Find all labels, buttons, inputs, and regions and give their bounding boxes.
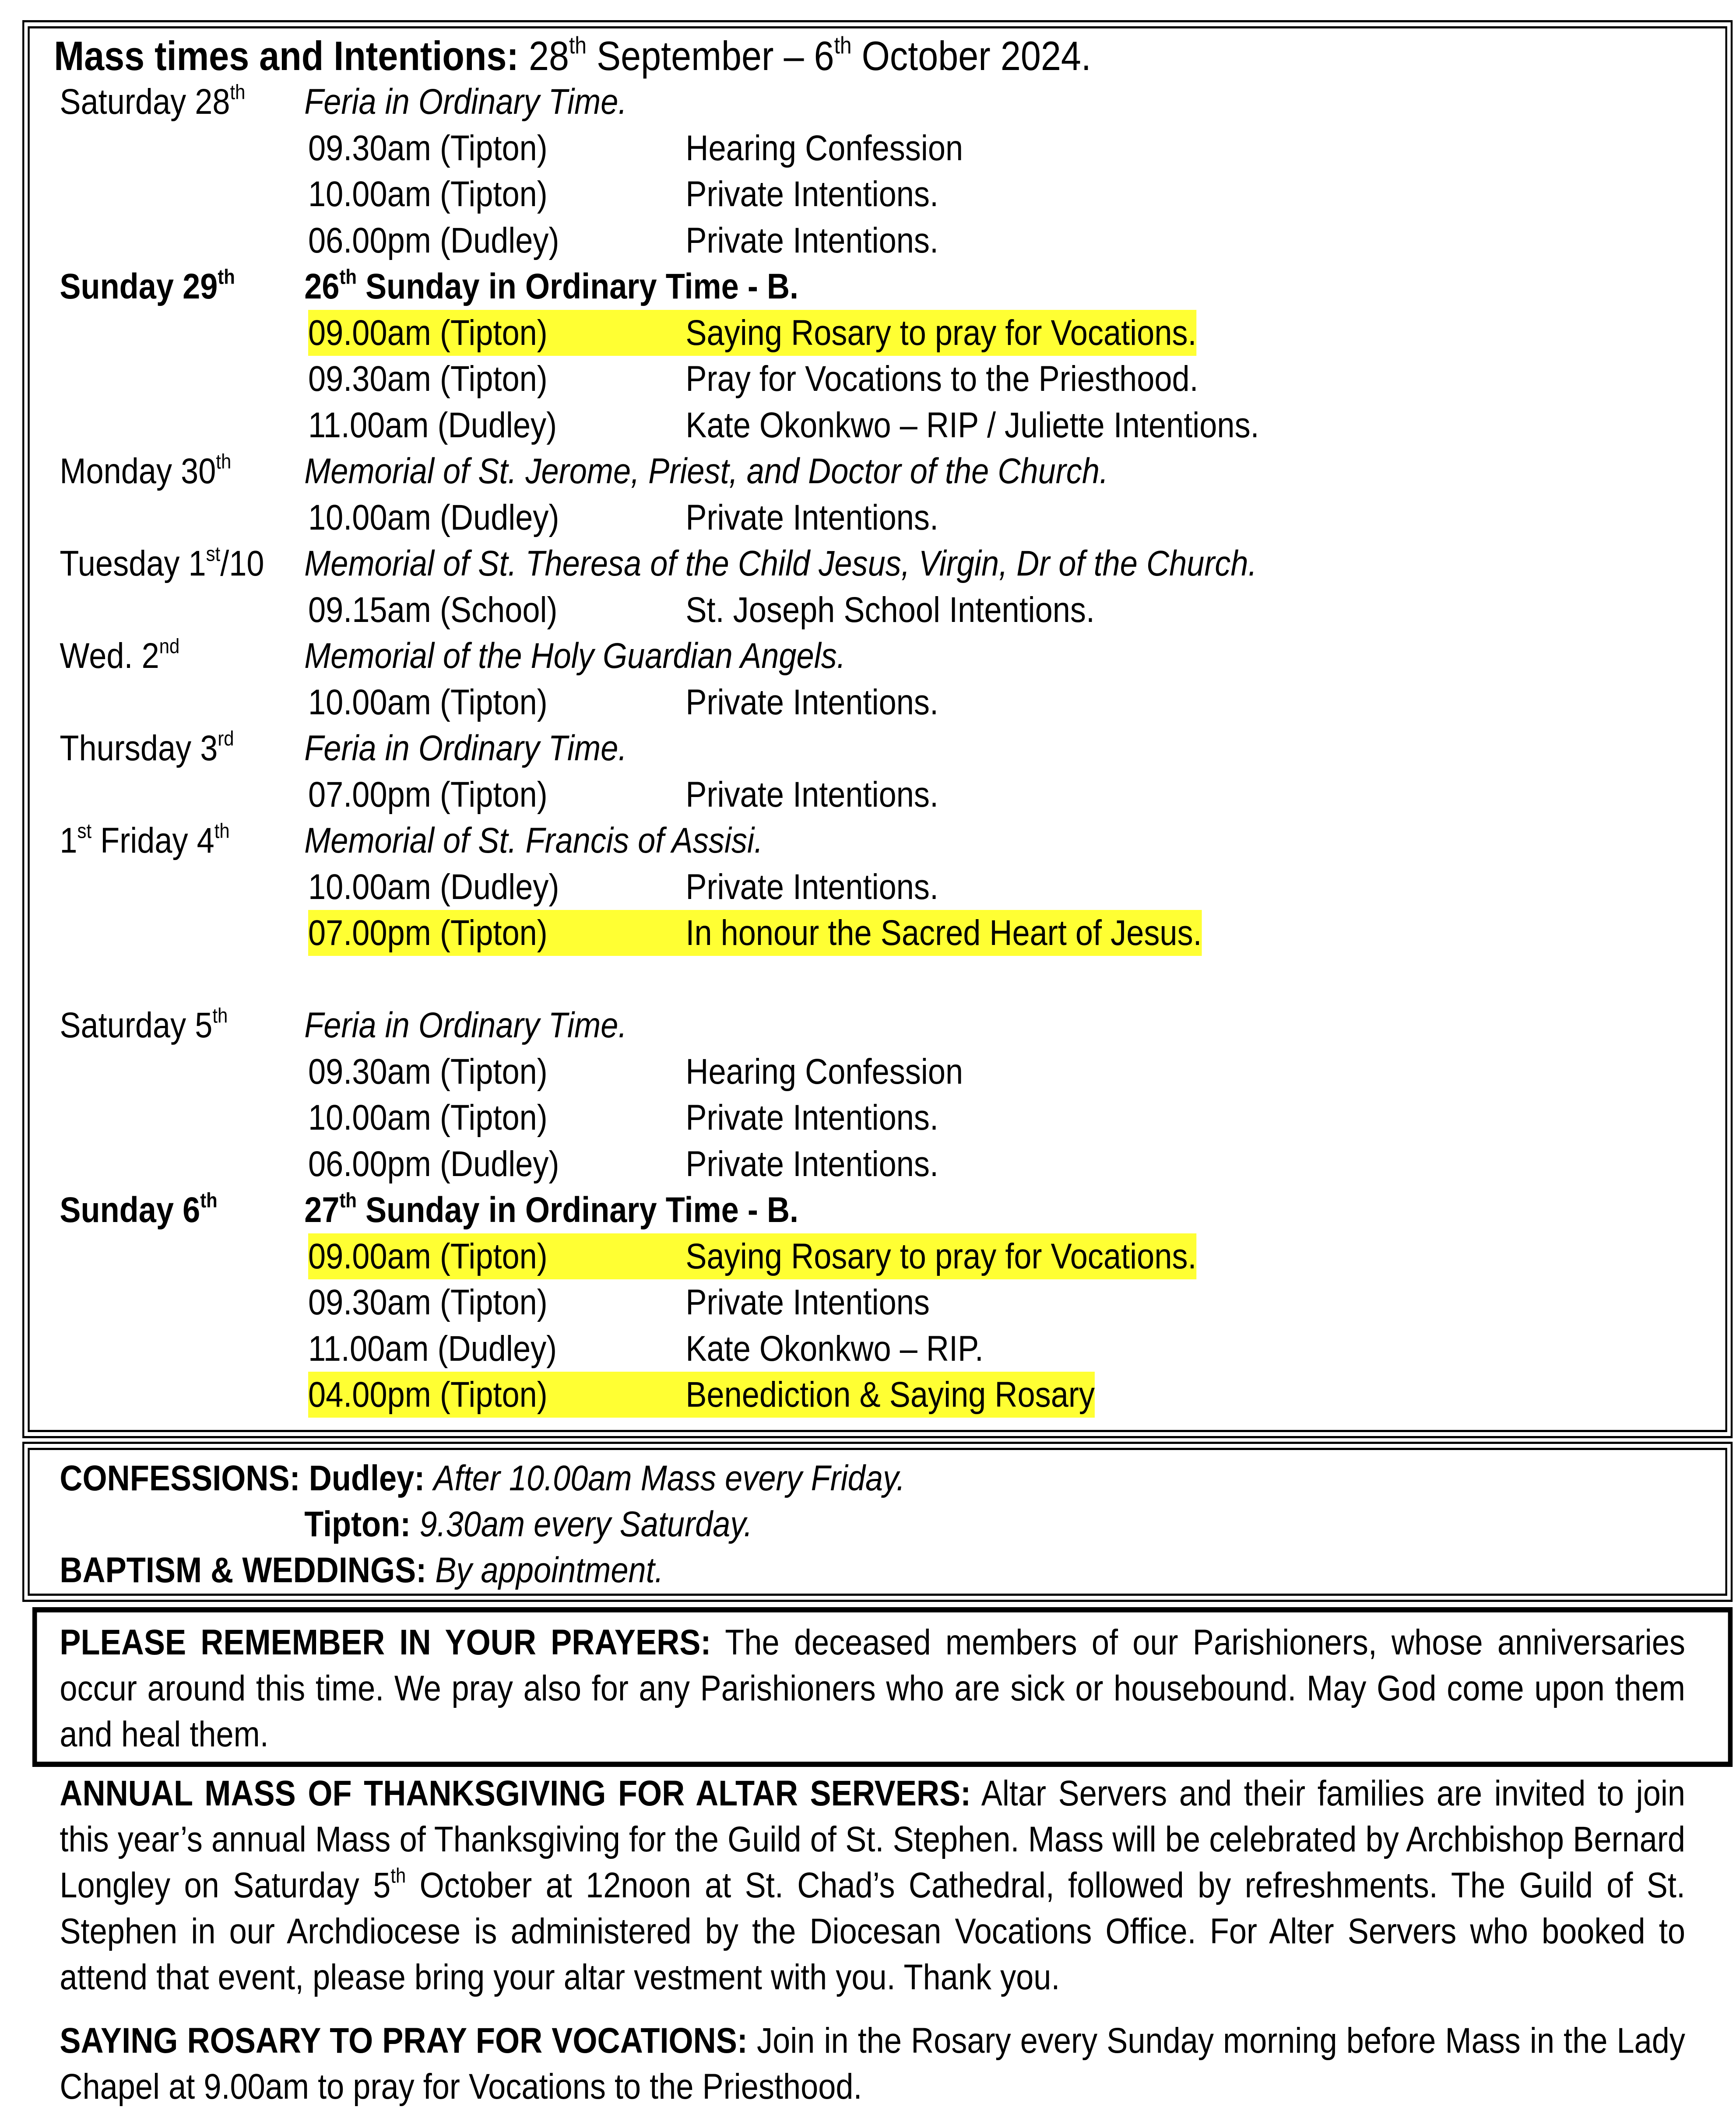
mass-row xyxy=(308,1141,938,1187)
mass-row xyxy=(308,1326,984,1372)
baptism-text: By appointment. xyxy=(435,1550,664,1590)
mass-times-heading xyxy=(54,33,1091,79)
mass-time: 11.00am (Dudley) xyxy=(308,405,557,445)
mass-row xyxy=(308,402,1259,448)
rosary-text: Join in the Rosary every Sunday morning before Mass in the Lady Chapel at 9.00am to pray for Vocations to the Priesthood. xyxy=(60,2021,1686,2107)
day-label xyxy=(60,541,264,586)
altar-servers-text-b: October at 12noon at St. Chad’s Cathedral, followed by refreshments. The Guild of St. Stephen in our Archdiocese is administered by the Diocesan Vocations Office. For Alter Servers who booked to attend that event, please bring your altar vestment with you. Thank you. xyxy=(60,1865,1686,1997)
day-ordinal: st xyxy=(77,819,92,843)
day-name: Sunday 29 xyxy=(60,267,218,306)
mass-time: 09.30am (Tipton) xyxy=(308,1051,548,1092)
feast-number: 27 xyxy=(304,1190,340,1230)
mass-intention: St. Joseph School Intentions. xyxy=(685,590,1095,630)
mass-intention: Private Intentions. xyxy=(685,867,939,907)
day-ordinal: th xyxy=(216,450,232,474)
tipton-line xyxy=(304,1501,752,1547)
day-ordinal: th xyxy=(230,81,246,104)
prayers-text: The deceased members of our Parishioners, whose anniversaries occur around this time. We pray also for any Parishioners who are sick or housebound. May God come upon them and heal them. xyxy=(60,1622,1686,1754)
day-name: Wed. 2 xyxy=(60,636,159,676)
mass-intention: Pray for Vocations to the Priesthood. xyxy=(685,359,1198,399)
day-ordinal: nd xyxy=(159,635,180,658)
mass-row xyxy=(308,1279,930,1325)
mass-row xyxy=(308,310,1197,356)
mass-intention: Private Intentions. xyxy=(685,1098,939,1138)
feast-label xyxy=(304,818,763,864)
mass-time: 09.30am (Tipton) xyxy=(308,1282,548,1322)
mass-intention: Saying Rosary to pray for Vocations. xyxy=(685,1236,1197,1276)
heading-date-sup: th xyxy=(569,32,587,59)
feast-ordinal: th xyxy=(339,1189,357,1212)
altar-servers-text-a: Altar Servers and their families are invited to join this year’s annual Mass of Thanksgiving for the Guild of St. Stephen. Mass will be celebrated by Archbishop Bernard Longley on Saturday 5 xyxy=(60,1773,1686,1905)
mass-intention: Saying Rosary to pray for Vocations. xyxy=(685,313,1197,353)
mass-intention: Benediction & Saying Rosary xyxy=(685,1375,1095,1415)
mass-time: 04.00pm (Tipton) xyxy=(308,1375,548,1415)
day-label xyxy=(60,1187,217,1233)
heading-date-end: October 2024. xyxy=(861,33,1091,79)
feast-name: Memorial of St. Francis of Assisi. xyxy=(304,821,763,860)
mass-intention: Private Intentions. xyxy=(685,682,939,722)
heading-date-sup: th xyxy=(834,32,852,59)
day-label xyxy=(60,448,231,494)
day-label xyxy=(60,79,245,125)
altar-servers-paragraph xyxy=(60,1770,1685,2000)
feast-label xyxy=(304,1002,627,1048)
mass-intention: In honour the Sacred Heart of Jesus. xyxy=(685,913,1202,953)
feast-name: Feria in Ordinary Time. xyxy=(304,728,627,768)
mass-time: 11.00am (Dudley) xyxy=(308,1328,557,1369)
mass-time: 10.00am (Tipton) xyxy=(308,174,548,214)
rosary-label: SAYING ROSARY TO PRAY FOR VOCATIONS: xyxy=(60,2021,748,2061)
heading-label: Mass times and Intentions: xyxy=(54,33,519,79)
day-name: Sunday 6 xyxy=(60,1190,200,1230)
mass-intention: Private Intentions. xyxy=(685,497,939,537)
mass-row xyxy=(308,910,1202,956)
mass-time: 09.00am (Tipton) xyxy=(308,313,548,353)
feast-label xyxy=(304,633,846,679)
feast-number: 26 xyxy=(304,267,340,306)
feast-label xyxy=(304,541,1257,586)
mass-time: 07.00pm (Tipton) xyxy=(308,913,548,953)
day-label xyxy=(60,263,235,309)
altar-servers-label: ANNUAL MASS OF THANKSGIVING FOR ALTAR SERVERS: xyxy=(60,1773,971,1813)
mass-time: 09.30am (Tipton) xyxy=(308,359,548,399)
mass-time: 09.15am (School) xyxy=(308,590,558,630)
dudley-label: Dudley: xyxy=(309,1458,425,1498)
mass-row xyxy=(308,218,938,263)
day-ordinal: th xyxy=(218,265,235,289)
dudley-text: After 10.00am Mass every Friday. xyxy=(433,1458,905,1498)
feast-name: Memorial of the Holy Guardian Angels. xyxy=(304,636,846,676)
mass-time: 10.00am (Tipton) xyxy=(308,1098,548,1138)
mass-time: 06.00pm (Dudley) xyxy=(308,1144,559,1184)
mass-intention: Hearing Confession xyxy=(685,128,963,168)
rosary-paragraph xyxy=(60,2018,1685,2110)
heading-date-start: 28 xyxy=(528,33,569,79)
feast-name: Feria in Ordinary Time. xyxy=(304,1005,627,1045)
heading-date-mid: September – 6 xyxy=(596,33,834,79)
day-name: Saturday 28 xyxy=(60,82,230,122)
day-name: Monday 30 xyxy=(60,451,216,491)
mass-row xyxy=(308,679,938,725)
confessions-label: CONFESSIONS: xyxy=(60,1458,300,1498)
mass-time: 10.00am (Tipton) xyxy=(308,682,548,722)
day-ordinal: rd xyxy=(218,727,234,751)
day-label xyxy=(60,1002,228,1048)
mass-row xyxy=(308,587,1095,633)
tipton-text: 9.30am every Saturday. xyxy=(419,1504,753,1544)
feast-label xyxy=(304,263,798,309)
day-suffix: /10 xyxy=(220,544,264,583)
mass-intention: Private Intentions. xyxy=(685,1144,939,1184)
baptism-line xyxy=(60,1547,663,1593)
mass-row xyxy=(308,495,938,541)
day-suffix: Friday 4 xyxy=(91,821,214,860)
prayers-label: PLEASE REMEMBER IN YOUR PRAYERS: xyxy=(60,1622,711,1662)
mass-intention: Private Intentions. xyxy=(685,220,939,260)
day-name: Saturday 5 xyxy=(60,1005,213,1045)
mass-row xyxy=(308,1233,1197,1279)
day-name: Tuesday 1 xyxy=(60,544,206,583)
mass-row xyxy=(308,1049,963,1095)
mass-intention: Kate Okonkwo – RIP / Juliette Intentions. xyxy=(685,405,1259,445)
feast-name: Feria in Ordinary Time. xyxy=(304,82,627,122)
mass-intention: Private Intentions. xyxy=(685,774,939,815)
day-label xyxy=(60,633,179,679)
mass-intention: Private Intentions xyxy=(685,1282,930,1322)
confessions-line xyxy=(60,1455,905,1501)
feast-name: Memorial of St. Jerome, Priest, and Doctor of the Church. xyxy=(304,451,1109,491)
mass-time: 07.00pm (Tipton) xyxy=(308,774,548,815)
mass-intention: Kate Okonkwo – RIP. xyxy=(685,1328,984,1369)
feast-label xyxy=(304,448,1108,494)
mass-row xyxy=(308,1095,938,1141)
feast-label xyxy=(304,725,627,771)
day-name: 1 xyxy=(60,821,77,860)
tipton-label: Tipton: xyxy=(304,1504,411,1544)
feast-label xyxy=(304,1187,798,1233)
mass-time: 10.00am (Dudley) xyxy=(308,867,559,907)
baptism-label: BAPTISM & WEDDINGS: xyxy=(60,1550,427,1590)
feast-ordinal: th xyxy=(339,265,357,289)
day-ordinal: st xyxy=(206,542,221,566)
mass-row xyxy=(308,125,963,171)
day-name: Thursday 3 xyxy=(60,728,218,768)
feast-name: Memorial of St. Theresa of the Child Jesus, Virgin, Dr of the Church. xyxy=(304,544,1257,583)
mass-row xyxy=(308,356,1198,402)
mass-time: 06.00pm (Dudley) xyxy=(308,220,559,260)
day-label xyxy=(60,725,234,771)
mass-row xyxy=(308,1372,1095,1418)
mass-time: 10.00am (Dudley) xyxy=(308,497,559,537)
mass-row xyxy=(308,864,938,910)
day-ordinal: th xyxy=(214,819,230,843)
mass-time: 09.30am (Tipton) xyxy=(308,128,548,168)
altar-servers-sup: th xyxy=(390,1864,406,1888)
mass-intention: Private Intentions. xyxy=(685,174,939,214)
day-ordinal: th xyxy=(212,1004,228,1028)
mass-time: 09.00am (Tipton) xyxy=(308,1236,548,1276)
feast-label xyxy=(304,79,627,125)
prayers-paragraph xyxy=(60,1619,1685,1757)
feast-name: Sunday in Ordinary Time - B. xyxy=(365,1190,799,1230)
day-label xyxy=(60,818,229,864)
day-ordinal: th xyxy=(200,1189,218,1212)
mass-row xyxy=(308,171,938,217)
mass-intention: Hearing Confession xyxy=(685,1051,963,1092)
feast-name: Sunday in Ordinary Time - B. xyxy=(365,267,799,306)
mass-row xyxy=(308,772,938,818)
